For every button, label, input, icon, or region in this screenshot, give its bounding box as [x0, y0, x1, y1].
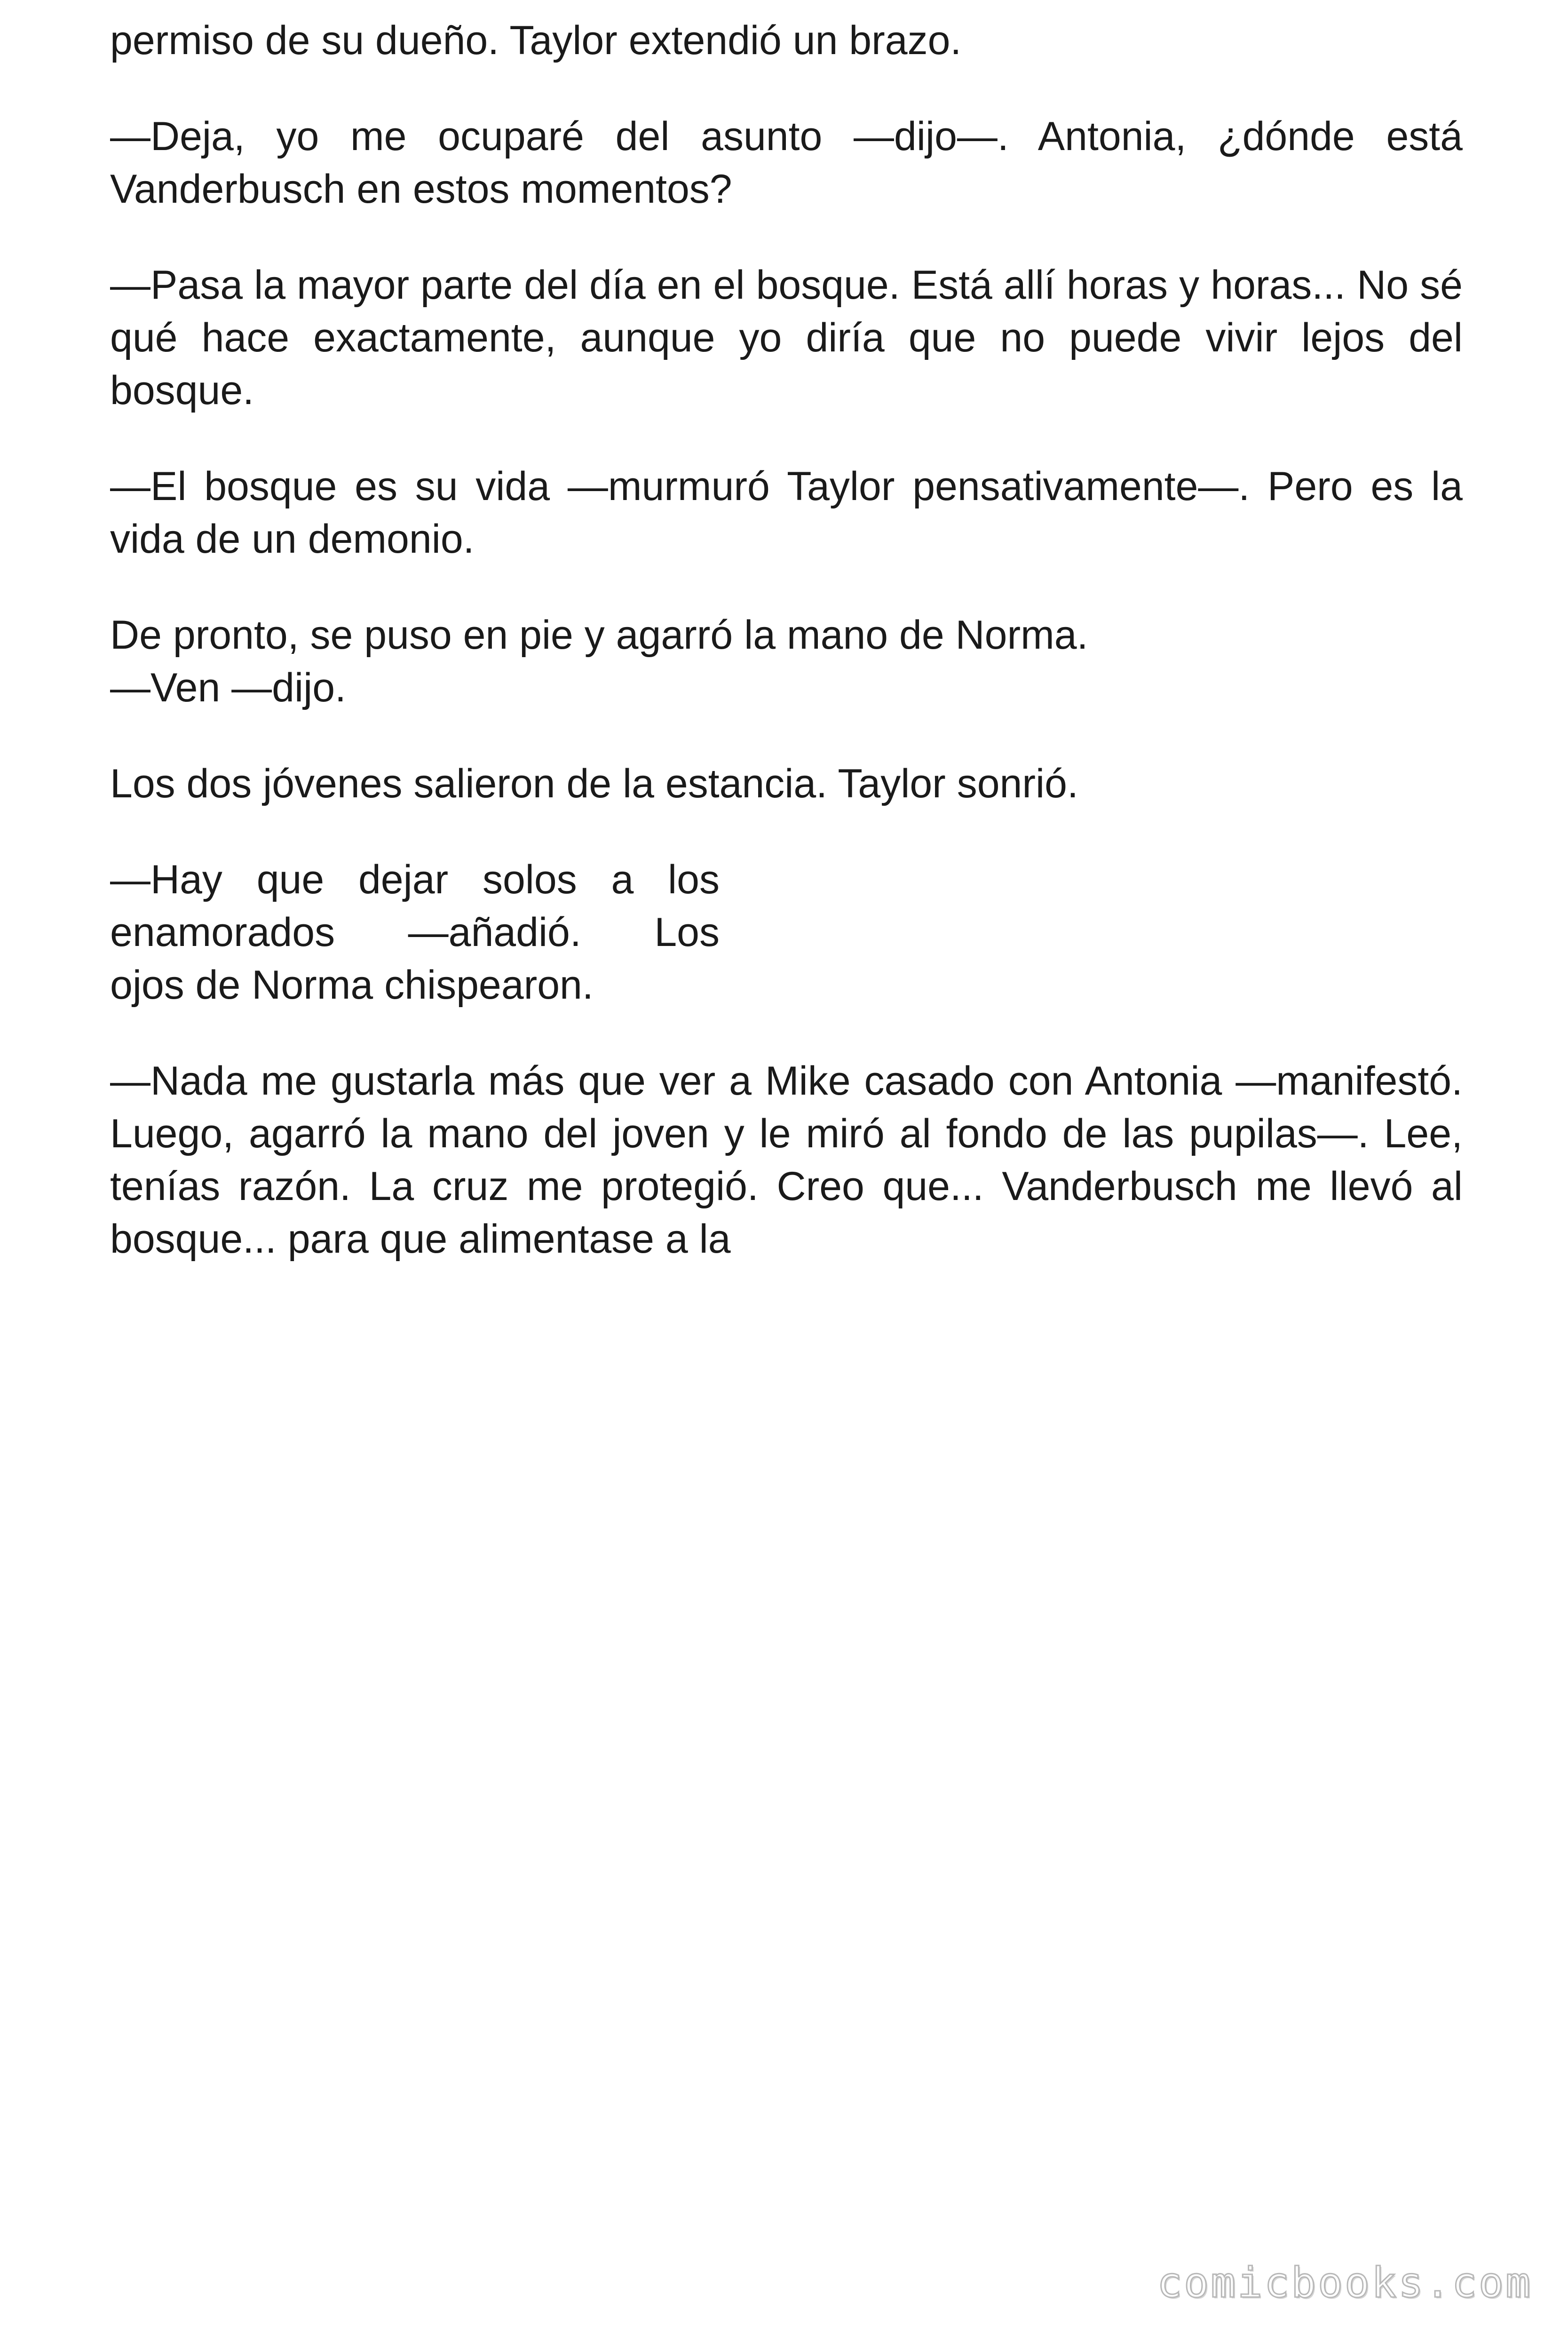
paragraph: permiso de su dueño. Taylor extendió un brazo.	[110, 18, 962, 63]
paragraph-line: enamorados —añadió. Los	[110, 910, 720, 955]
paragraph: —Nada me gustarla más que ver a Mike casado con Antonia —manifestó. Luego, agarró la mano del joven y le miró al fondo de las pupilas—. Lee, tenías razón. La cruz me protegió. Creo que... Vanderbusch me llevó al bosque... para que alimentase a la	[110, 1058, 1463, 1262]
paragraph	[110, 853, 720, 1011]
paragraph-line: De pronto, se puso en pie y agarró la mano de Norma.	[110, 612, 1088, 658]
paragraph-line: —Hay que dejar solos a los	[110, 857, 720, 902]
paragraph: —Pasa la mayor parte del día en el bosque. Está allí horas y horas... No sé qué hace exactamente, aunque yo diría que no puede vivir lejos del bosque.	[110, 262, 1463, 413]
paragraph: Los dos jóvenes salieron de la estancia. Taylor sonrió.	[110, 761, 1078, 806]
paragraph-line: ojos de Norma chispearon.	[110, 962, 594, 1008]
watermark: comicbooks.com	[1157, 2258, 1532, 2307]
document-page	[110, 14, 1463, 1309]
paragraph: —Deja, yo me ocuparé del asunto —dijo—. Antonia, ¿dónde está Vanderbusch en estos momentos?	[110, 114, 1463, 212]
paragraph: —El bosque es su vida —murmuró Taylor pensativamente—. Pero es la vida de un demonio.	[110, 464, 1463, 562]
paragraph-line: —Ven —dijo.	[110, 665, 346, 710]
paragraph	[110, 609, 1463, 714]
